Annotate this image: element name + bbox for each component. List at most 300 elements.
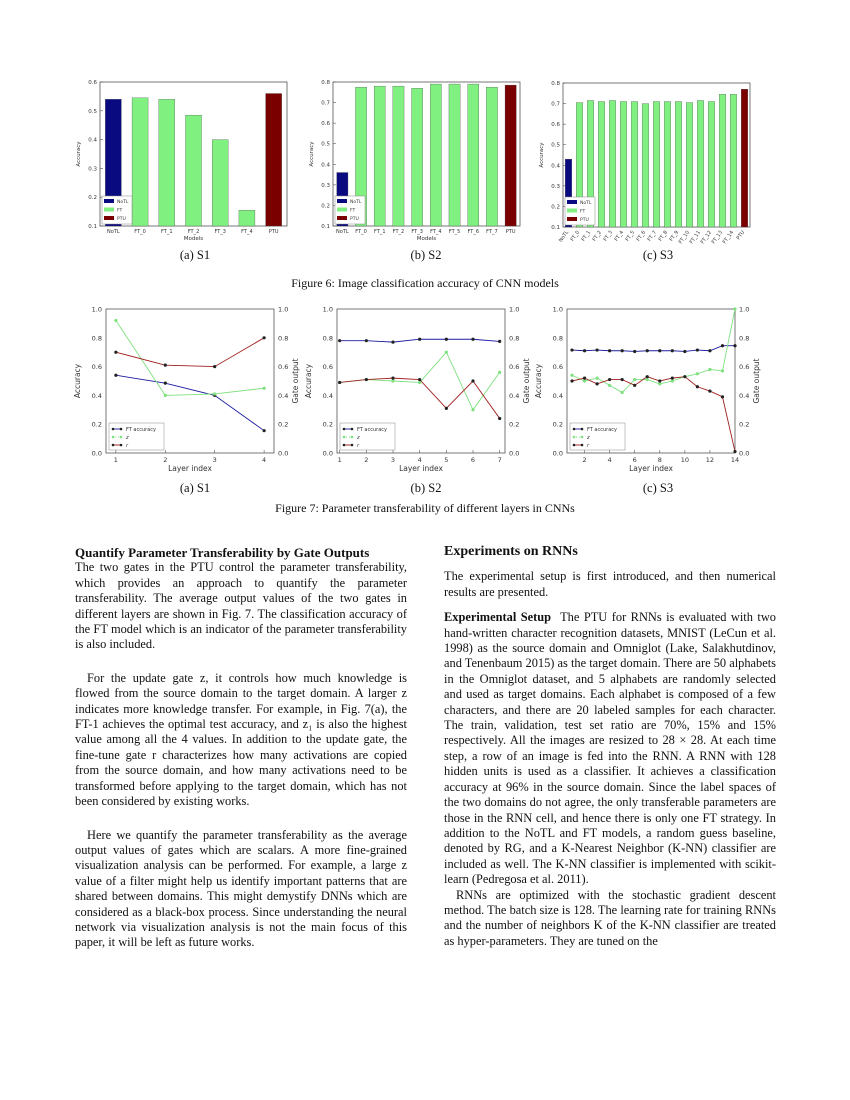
legend: [340, 423, 395, 450]
data-point-z: [721, 369, 724, 372]
data-point-r: [445, 407, 448, 410]
x-tick-label: FT_3: [602, 229, 615, 243]
series-line-r: [340, 378, 500, 418]
data-point-z: [114, 319, 117, 322]
legend-swatch: [337, 216, 347, 220]
x-tick-label: 5: [444, 456, 449, 464]
y2-tick-label: 0.6: [278, 363, 289, 372]
section-heading-quantify: Quantify Parameter Transferability by Gate Outputs: [75, 545, 370, 560]
y-axis-label: Accuracy: [539, 142, 545, 168]
y-tick-label: 0.0: [91, 449, 102, 458]
fig6-subcaption-c: (c) S3: [642, 248, 674, 262]
chart-svg: [531, 300, 763, 480]
x-tick-label: FT_2: [392, 229, 405, 235]
y-tick-label: 0.3: [321, 182, 330, 189]
legend-marker: [120, 428, 123, 431]
bar: [430, 84, 441, 226]
legend-label: NoTL: [117, 200, 129, 205]
bar: [598, 102, 605, 227]
data-point-ft-accuracy: [671, 349, 674, 352]
y2-tick-label: 1.0: [739, 305, 750, 314]
y-tick-label: 0.6: [552, 363, 563, 372]
x-tick-label: FT_7: [646, 229, 659, 243]
fig6-s2-bar-chart: [301, 74, 533, 246]
data-point-z: [595, 377, 598, 380]
y-tick-label: 1.0: [91, 305, 102, 314]
x-tick-label: 2: [582, 456, 587, 464]
data-point-r: [733, 450, 736, 453]
legend-swatch: [337, 208, 347, 212]
y2-tick-label: 0.4: [278, 391, 289, 400]
legend-label: FT: [350, 208, 356, 214]
x-tick-label: 6: [470, 456, 476, 464]
x-tick-label: FT_14: [721, 229, 736, 246]
data-point-r: [621, 378, 624, 381]
x-tick-label: PTU: [735, 229, 747, 242]
y2-tick-label: 0.2: [278, 420, 289, 429]
y-tick-label: 0.1: [88, 224, 97, 230]
x-tick-label: FT_8: [657, 229, 670, 243]
x-tick-label: 1: [113, 456, 118, 464]
y-tick-label: 0.0: [552, 449, 563, 458]
legend-marker: [112, 444, 115, 447]
x-tick-label: 3: [390, 456, 396, 464]
data-point-r: [671, 377, 674, 380]
data-point-z: [263, 387, 266, 390]
x-tick-label: FT_3: [411, 229, 423, 235]
data-point-z: [471, 408, 474, 411]
x-tick-label: FT_2: [591, 229, 604, 243]
y2-tick-label: 1.0: [509, 305, 520, 314]
y2-tick-label: 0.6: [739, 363, 750, 372]
paragraph: The experimental setup is first introduced, and then numerical results are presented.: [444, 569, 776, 599]
section-heading-rnn: Experiments on RNNs: [444, 544, 578, 559]
paragraph: For the update gate z, it controls how much knowledge is flowed from the source domain to the target domain. A larger z indicates more knowledge transfer. For example, in Fig. 7(a), the FT-1 achieves the optimal test accuracy, and z₁ is also the highest value among all the 4 values. In addition to the update gate, the fine-tune gate r characterizes how many activations are copied from the source domain, and how many activations need to be transformed before applying to the target domain, which has not been considered by existing works.: [75, 670, 407, 809]
y-tick-label: 1.0: [552, 305, 563, 314]
y-tick-label: 0.6: [321, 121, 330, 128]
y-tick-label: 0.2: [551, 204, 560, 211]
legend-marker: [573, 444, 576, 447]
chart-svg: [68, 74, 300, 246]
data-point-ft-accuracy: [570, 348, 573, 351]
bar: [412, 88, 423, 226]
data-point-z: [391, 379, 394, 382]
x-axis-label: Layer index: [168, 464, 212, 473]
data-point-r: [570, 379, 573, 382]
bar: [631, 102, 638, 227]
x-tick-label: FT_4: [613, 229, 626, 243]
y-axis-label: Accuracy: [73, 363, 82, 399]
data-point-ft-accuracy: [365, 339, 368, 342]
legend-marker: [343, 428, 346, 431]
data-point-r: [683, 375, 686, 378]
bar: [653, 102, 660, 227]
data-point-z: [570, 374, 573, 377]
y-axis-label: Accuracy: [304, 363, 313, 399]
x-tick-label: NoTL: [107, 229, 120, 235]
paragraph-text: The PTU for RNNs is evaluated with two hand-written character recognition datasets, MNIST (LeCun et al. 1998) as the source domain and Omniglot (Lake, Salakhutdinov, and Tenenbaum 2015) as the target domain. There are 50 alphabets in the Omniglot dataset, and 5 alphabets are randomly selected and used as target domains. Each alphabet is composed of a few characters, and there are 20 labeled samples for each character. The train, validation, test set ratio are 70%, 15% and 15% respectively. All the images are resized to 28 × 28. At each time step, a row of an image is fed into the RNN. A RNN with 128 hidden units is used as a classifier. It achieves a classification accuracy at 96% in the source domain. Since the label spaces of the two domains do not agree, the only transferable parameters are those in the RNN cell, and hence there is only one FT strategy. In addition to the NoTL and FT models, a random guess baseline, denoted by RG, and a K-Nearest Neighbor (K-NN) classifier are included as well. The K-NN classifier is implemented with scikit-learn (Pedregosa et al. 2011).: [444, 610, 777, 887]
data-point-ft-accuracy: [733, 344, 736, 347]
data-point-ft-accuracy: [658, 349, 661, 352]
data-point-ft-accuracy: [114, 374, 117, 377]
y2-tick-label: 0.4: [739, 391, 750, 400]
legend-label: FT: [580, 209, 586, 215]
x-axis-label: Layer index: [629, 464, 673, 473]
bar: [212, 140, 228, 226]
data-point-r: [263, 336, 266, 339]
y-tick-label: 0.6: [91, 363, 102, 372]
x-tick-label: 1: [337, 456, 342, 464]
legend-label: FT accuracy: [587, 427, 617, 433]
x-tick-label: 2: [364, 456, 369, 464]
x-tick-label: FT_5: [448, 229, 461, 235]
x-tick-label: FT_6: [467, 229, 480, 235]
bar: [675, 102, 682, 227]
legend-swatch: [567, 217, 577, 221]
x-tick-label: FT_13: [710, 229, 725, 246]
y2-tick-label: 0.0: [278, 449, 289, 458]
legend-label: r: [126, 443, 129, 449]
fig7-subcaption-a: (a) S1: [179, 481, 211, 495]
x-tick-label: FT_10: [677, 229, 692, 246]
x-tick-label: FT_1: [373, 229, 386, 235]
y-tick-label: 0.5: [88, 108, 97, 115]
bar: [505, 85, 516, 226]
bar: [741, 89, 748, 227]
x-tick-label: 3: [212, 456, 217, 464]
y-tick-label: 0.4: [321, 162, 330, 169]
y-tick-label: 0.1: [551, 225, 560, 231]
data-point-r: [498, 417, 501, 420]
x-tick-label: PTU: [268, 229, 279, 235]
bar: [185, 115, 201, 226]
data-point-ft-accuracy: [696, 348, 699, 351]
data-point-z: [658, 382, 661, 385]
x-tick-label: 8: [657, 456, 662, 464]
y-tick-label: 0.7: [321, 100, 330, 107]
right-column: [444, 544, 776, 949]
y2-axis-label: Gate output: [752, 358, 761, 404]
data-point-ft-accuracy: [633, 350, 636, 353]
y-tick-label: 0.3: [88, 166, 97, 173]
y-tick-label: 0.4: [91, 391, 102, 400]
figure6-caption: Figure 6: Image classification accuracy of CNN models: [291, 276, 559, 290]
legend-label: PTU: [350, 217, 359, 222]
bar: [159, 99, 175, 226]
legend-swatch: [567, 209, 577, 213]
legend-marker: [573, 436, 576, 439]
legend-label: PTU: [580, 218, 589, 223]
series-line-r: [116, 338, 264, 367]
bar: [697, 100, 704, 227]
bar: [730, 94, 737, 227]
x-axis-label: Models: [183, 236, 204, 242]
legend-marker: [351, 436, 354, 439]
legend-label: FT accuracy: [126, 427, 156, 433]
data-point-r: [646, 375, 649, 378]
legend-label: z: [587, 435, 590, 441]
legend-marker: [581, 436, 584, 439]
legend-label: r: [587, 443, 590, 449]
fig7-subcaption-b: (b) S2: [410, 481, 442, 495]
y2-tick-label: 0.6: [509, 363, 520, 372]
y-tick-label: 0.1: [321, 224, 330, 230]
x-tick-label: FT_4: [241, 229, 253, 235]
y2-tick-label: 1.0: [278, 305, 289, 314]
data-point-z: [621, 391, 624, 394]
x-tick-label: FT_6: [635, 229, 648, 243]
legend-marker: [120, 444, 123, 447]
y-tick-label: 0.2: [322, 420, 333, 429]
y-tick-label: 0.2: [88, 195, 97, 202]
data-point-r: [696, 385, 699, 388]
x-tick-label: FT_1: [580, 229, 593, 243]
y-tick-label: 0.4: [552, 391, 563, 400]
legend: [335, 196, 365, 224]
data-point-r: [708, 389, 711, 392]
bar: [708, 102, 715, 227]
legend-label: r: [357, 443, 360, 449]
data-point-ft-accuracy: [595, 348, 598, 351]
bar: [620, 102, 627, 227]
legend-marker: [343, 436, 346, 439]
data-point-ft-accuracy: [608, 349, 611, 352]
x-tick-label: 6: [632, 456, 637, 464]
legend-swatch: [104, 199, 114, 203]
y-tick-label: 0.2: [91, 420, 102, 429]
legend-marker: [120, 436, 123, 439]
y-tick-label: 0.4: [551, 163, 560, 170]
figure7-caption: Figure 7: Parameter transferability of different layers in CNNs: [275, 501, 575, 515]
data-point-ft-accuracy: [583, 349, 586, 352]
data-point-z: [633, 378, 636, 381]
data-point-z: [583, 379, 586, 382]
data-point-r: [658, 379, 661, 382]
legend-marker: [343, 444, 346, 447]
y-tick-label: 0.8: [91, 334, 102, 343]
y2-axis-label: Gate output: [522, 358, 531, 404]
x-tick-label: FT_1: [161, 229, 173, 235]
bar: [132, 98, 148, 226]
legend-label: PTU: [117, 217, 126, 222]
y2-tick-label: 0.8: [278, 334, 289, 343]
data-point-r: [338, 381, 341, 384]
x-tick-label: 10: [680, 456, 689, 464]
fig6-subcaption-b: (b) S2: [410, 248, 442, 262]
data-point-ft-accuracy: [471, 338, 474, 341]
data-point-r: [365, 378, 368, 381]
runin-heading: Experimental Setup: [444, 610, 552, 625]
data-point-r: [164, 364, 167, 367]
x-tick-label: NoTL: [557, 229, 571, 244]
legend-marker: [351, 428, 354, 431]
data-point-z: [164, 394, 167, 397]
y2-tick-label: 0.2: [739, 420, 750, 429]
y2-tick-label: 0.8: [739, 334, 750, 343]
legend-label: z: [126, 435, 129, 441]
data-point-r: [583, 377, 586, 380]
x-tick-label: 2: [163, 456, 168, 464]
legend: [102, 196, 132, 224]
legend-marker: [112, 436, 115, 439]
x-tick-label: FT_12: [699, 229, 714, 246]
data-point-ft-accuracy: [164, 382, 167, 385]
y-tick-label: 0.0: [322, 449, 333, 458]
y-tick-label: 0.2: [552, 420, 563, 429]
y-tick-label: 0.7: [551, 101, 560, 108]
fig6-s1-bar-chart: [68, 74, 300, 246]
data-point-ft-accuracy: [621, 349, 624, 352]
legend: [565, 197, 595, 225]
x-tick-label: FT_0: [355, 229, 367, 235]
legend-label: FT: [117, 208, 123, 214]
x-tick-label: 4: [607, 456, 612, 464]
data-point-r: [633, 384, 636, 387]
legend-marker: [112, 428, 115, 431]
y2-axis-label: Gate output: [291, 358, 300, 404]
legend-marker: [581, 444, 584, 447]
x-axis-label: Models: [416, 236, 437, 242]
paragraph: Here we quantify the parameter transferability as the average output values of gates which are scalars. A more fine-grained visualization analysis can be performed. For example, a large z value of a filter might help us identify important patterns that are shared between domains. This might demystify DNNs which are considered as a black-box process. Since understanding the neural network via visualization analysis is not the main focus of this paper, it will be left as future works.: [75, 827, 407, 950]
legend: [570, 423, 625, 450]
legend-swatch: [104, 216, 114, 220]
legend-marker: [573, 428, 576, 431]
bar: [719, 94, 726, 227]
data-point-z: [733, 307, 736, 310]
data-point-r: [213, 365, 216, 368]
fig7-s2-line-chart: [301, 300, 533, 480]
bar: [664, 102, 671, 227]
bar: [374, 86, 385, 226]
data-point-z: [646, 378, 649, 381]
data-point-ft-accuracy: [683, 350, 686, 353]
y-tick-label: 0.4: [322, 391, 333, 400]
chart-svg: [301, 300, 533, 480]
legend-swatch: [567, 200, 577, 204]
y-tick-label: 1.0: [322, 305, 333, 314]
legend: [109, 423, 164, 450]
bar: [686, 103, 693, 227]
bar: [609, 100, 616, 227]
y-tick-label: 0.6: [322, 363, 333, 372]
data-point-z: [608, 384, 611, 387]
data-point-r: [391, 377, 394, 380]
chart-svg: [301, 74, 533, 246]
x-axis-label: Layer index: [399, 464, 443, 473]
y2-tick-label: 0.8: [509, 334, 520, 343]
bar: [239, 210, 255, 226]
data-point-ft-accuracy: [418, 338, 421, 341]
fig6-subcaption-a: (a) S1: [179, 248, 211, 262]
paragraph: RNNs are optimized with the stochastic gradient descent method. The batch size is 128. The learning rate for training RNNs and the number of neighbors K of the K-NN classifier are treated as hyper-parameters. They are tuned on the: [444, 887, 776, 948]
chart-svg: [531, 75, 763, 253]
data-point-z: [445, 351, 448, 354]
legend-label: NoTL: [580, 201, 592, 206]
series-line-ft-accuracy: [116, 375, 264, 430]
x-tick-label: FT_0: [569, 229, 582, 243]
y-tick-label: 0.2: [321, 203, 330, 210]
y-tick-label: 0.4: [88, 137, 97, 144]
bar: [486, 87, 497, 226]
x-tick-label: FT_7: [486, 229, 498, 235]
y2-tick-label: 0.0: [739, 449, 750, 458]
data-point-r: [608, 378, 611, 381]
data-point-ft-accuracy: [391, 341, 394, 344]
fig7-subcaption-c: (c) S3: [642, 481, 674, 495]
y-tick-label: 0.8: [321, 80, 330, 86]
y2-tick-label: 0.4: [509, 391, 520, 400]
x-tick-label: 14: [730, 456, 740, 464]
data-point-r: [595, 382, 598, 385]
y-axis-label: Accuracy: [309, 141, 315, 167]
y-tick-label: 0.5: [321, 141, 330, 148]
legend-label: FT accuracy: [357, 427, 387, 433]
data-point-ft-accuracy: [498, 340, 501, 343]
data-point-r: [114, 351, 117, 354]
data-point-z: [671, 379, 674, 382]
x-tick-label: 12: [705, 456, 715, 464]
bar: [449, 84, 460, 226]
x-tick-label: PTU: [505, 229, 516, 235]
bar: [393, 86, 404, 226]
legend-marker: [351, 444, 354, 447]
legend-label: NoTL: [350, 200, 362, 205]
x-tick-label: FT_4: [430, 229, 442, 235]
y-tick-label: 0.5: [551, 142, 560, 149]
data-point-ft-accuracy: [338, 339, 341, 342]
bar: [468, 84, 479, 226]
data-point-r: [418, 378, 421, 381]
y-tick-label: 0.8: [551, 81, 560, 87]
x-tick-label: NoTL: [336, 229, 349, 235]
data-point-z: [708, 368, 711, 371]
data-point-ft-accuracy: [646, 349, 649, 352]
fig7-s1-line-chart: [70, 300, 302, 480]
bar: [642, 104, 649, 227]
y2-tick-label: 0.0: [509, 449, 520, 458]
data-point-z: [498, 371, 501, 374]
data-point-z: [696, 372, 699, 375]
y-tick-label: 0.8: [322, 334, 333, 343]
x-tick-label: FT_9: [668, 229, 681, 243]
x-tick-label: FT_11: [688, 229, 703, 246]
legend-swatch: [104, 208, 114, 212]
y-axis-label: Accuracy: [76, 141, 82, 167]
x-tick-label: FT_5: [624, 229, 637, 243]
data-point-ft-accuracy: [445, 338, 448, 341]
y-axis-label: Accuracy: [534, 363, 543, 399]
legend-marker: [581, 428, 584, 431]
paragraph-experimental-setup: [444, 610, 776, 887]
y-tick-label: 0.3: [551, 183, 560, 190]
left-column: [75, 545, 407, 951]
data-point-ft-accuracy: [708, 349, 711, 352]
x-tick-label: FT_0: [134, 229, 146, 235]
data-point-r: [471, 379, 474, 382]
y2-tick-label: 0.2: [509, 420, 520, 429]
legend-swatch: [337, 199, 347, 203]
x-tick-label: 4: [417, 456, 422, 464]
chart-svg: [70, 300, 302, 480]
bar: [266, 94, 282, 226]
y-tick-label: 0.8: [552, 334, 563, 343]
x-tick-label: 4: [262, 456, 267, 464]
data-point-ft-accuracy: [263, 429, 266, 432]
y-tick-label: 0.6: [88, 80, 97, 86]
fig7-s3-line-chart: [531, 300, 763, 480]
data-point-ft-accuracy: [721, 344, 724, 347]
x-tick-label: 7: [497, 456, 502, 464]
